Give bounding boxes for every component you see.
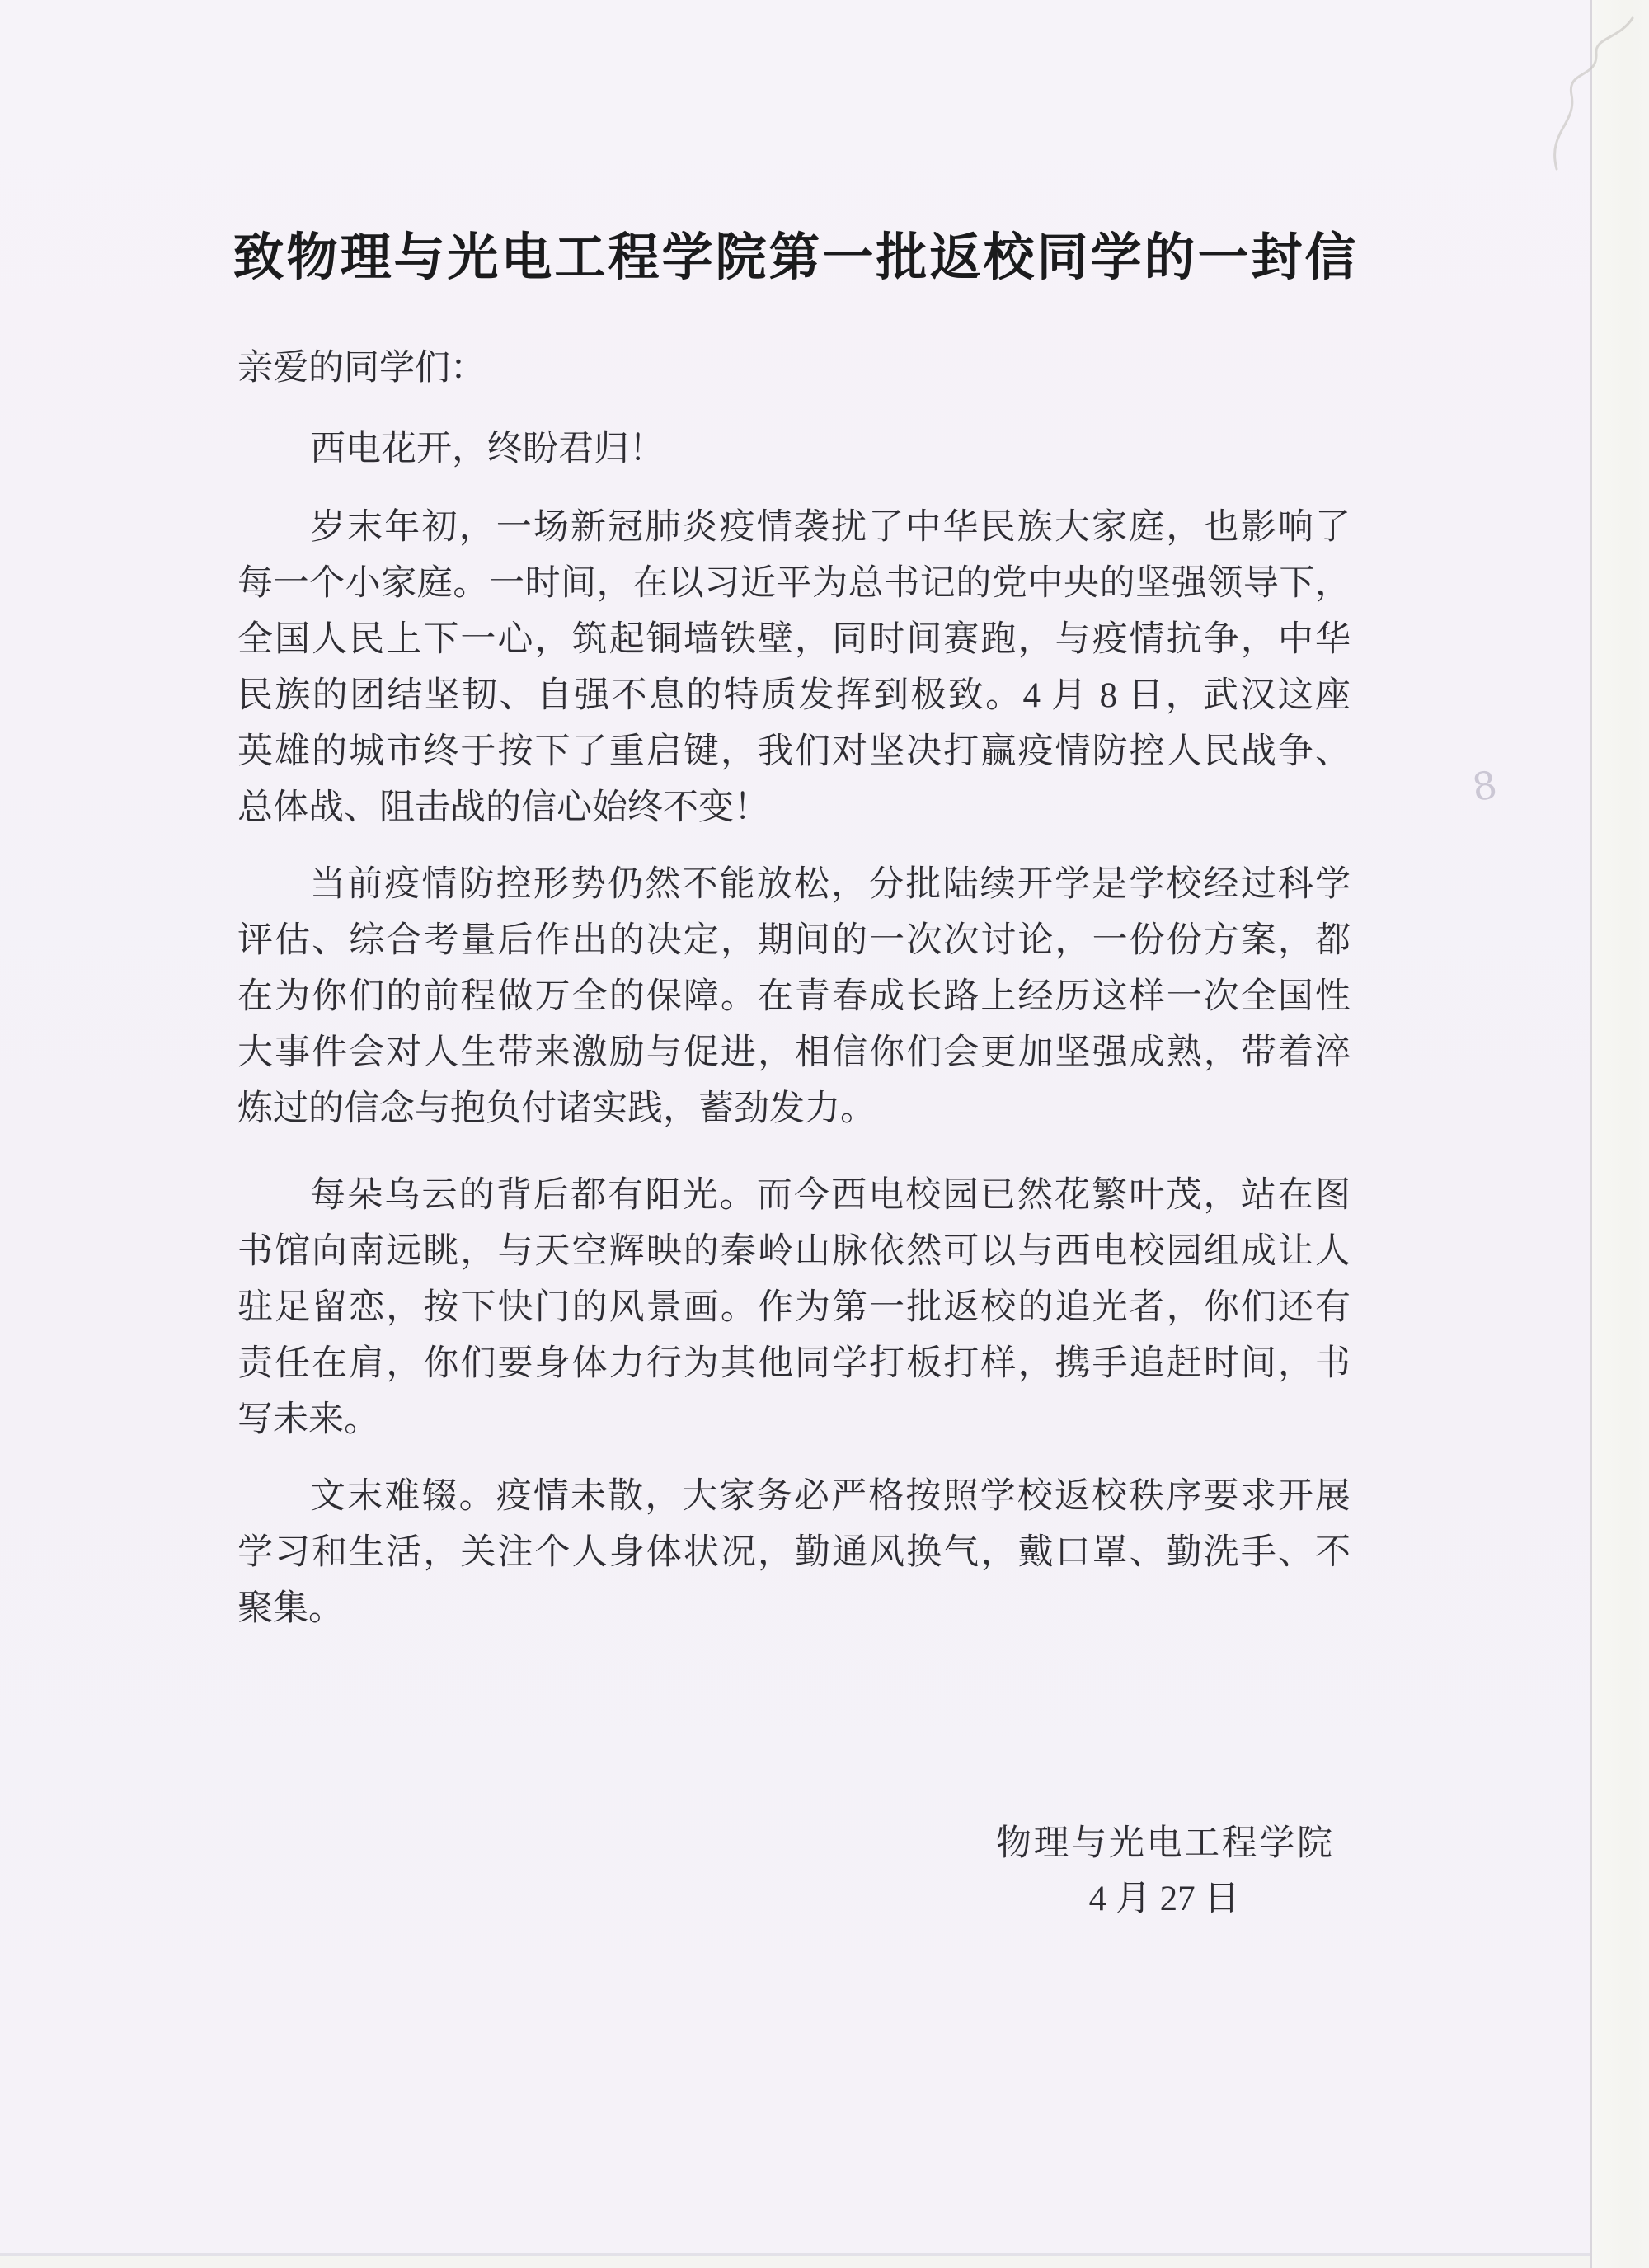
body-line: 书馆向南远眺，与天空辉映的秦岭山脉依然可以与西电校园组成让人 (237, 1232, 1351, 1271)
salutation: 亲爱的同学们： (237, 349, 486, 388)
body-line: 驻足留恋，按下快门的风景画。作为第一批返校的追光者，你们还有 (237, 1288, 1351, 1327)
body-line: 民族的团结坚韧、自强不息的特质发挥到极致。4 月 8 日，武汉这座 (237, 676, 1351, 715)
signature-organization: 物理与光电工程学院 (996, 1824, 1332, 1863)
body-line: 文末难辍。疫情未散，大家务必严格按照学校返校秩序要求开展 (310, 1477, 1351, 1516)
signature-date: 4 月 27 日 (1088, 1880, 1240, 1918)
paragraph-1 (237, 500, 1351, 836)
body-line: 总体战、阻击战的信心始终不变！ (237, 788, 769, 827)
body-line: 每一个小家庭。一时间，在以习近平为总书记的党中央的坚强领导下， (237, 564, 1351, 603)
body-line: 写未来。 (237, 1400, 379, 1439)
paragraph-4 (237, 1469, 1351, 1637)
body-line: 炼过的信念与抱负付诸实践，蓄劲发力。 (237, 1089, 876, 1128)
paragraph-2 (237, 857, 1351, 1137)
scanner-hair-artifact (1532, 8, 1647, 181)
body-line: 岁末年初，一场新冠肺炎疫情袭扰了中华民族大家庭，也影响了 (310, 508, 1351, 547)
body-line: 全国人民上下一心，筑起铜墙铁壁，同时间赛跑，与疫情抗争，中华 (237, 620, 1351, 659)
scanner-margin-right (1592, 0, 1649, 2268)
body-line: 学习和生活，关注个人身体状况，勤通风换气，戴口罩、勤洗手、不 (237, 1533, 1351, 1572)
body-line: 聚集。 (237, 1589, 344, 1628)
body-line: 评估、综合考量后作出的决定，期间的一次次讨论，一份份方案，都 (237, 921, 1351, 960)
opening-paragraph (237, 421, 1351, 478)
body-line: 当前疫情防控形势仍然不能放松，分批陆续开学是学校经过科学 (310, 865, 1351, 904)
body-line: 每朵乌云的背后都有阳光。而今西电校园已然花繁叶茂，站在图 (310, 1176, 1351, 1215)
paragraph-3 (237, 1168, 1351, 1448)
body-line: 在为你们的前程做万全的保障。在青春成长路上经历这样一次全国性 (237, 977, 1351, 1016)
scanner-margin-bottom (0, 2256, 1591, 2268)
opening-line: 西电花开，终盼君归！ (310, 430, 665, 468)
body-line: 责任在肩，你们要身体力行为其他同学打板打样，携手追赶时间，书 (237, 1344, 1351, 1383)
body-line: 英雄的城市终于按下了重启键，我们对坚决打赢疫情防控人民战争、 (237, 732, 1351, 771)
letter-title: 致物理与光电工程学院第一批返校同学的一封信 (233, 229, 1359, 286)
body-line: 大事件会对人生带来激励与促进，相信你们会更加坚强成熟，带着淬 (237, 1033, 1351, 1072)
pencil-mark-artifact: 8 (1468, 762, 1501, 810)
